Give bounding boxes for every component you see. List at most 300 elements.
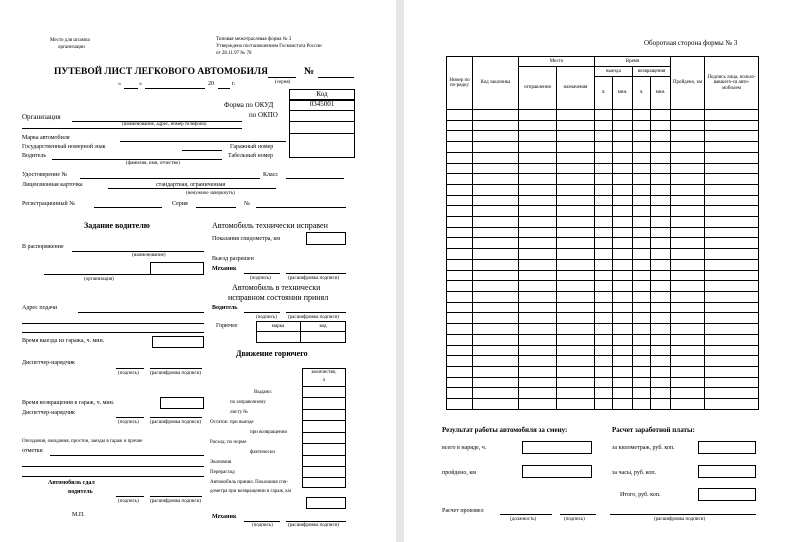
table-cell[interactable] — [557, 120, 595, 131]
table-cell[interactable] — [651, 206, 671, 217]
table-cell[interactable] — [595, 292, 613, 303]
table-cell[interactable] — [595, 163, 613, 174]
table-cell[interactable] — [705, 399, 759, 410]
table-cell[interactable] — [633, 377, 651, 388]
table-cell[interactable] — [473, 302, 519, 313]
table-cell[interactable] — [595, 152, 613, 163]
table-cell[interactable] — [473, 334, 519, 345]
table-cell[interactable] — [595, 227, 613, 238]
table-cell[interactable] — [519, 259, 557, 270]
table-cell[interactable] — [519, 388, 557, 399]
table-cell[interactable] — [671, 334, 705, 345]
table-cell[interactable] — [613, 281, 633, 292]
table-cell[interactable] — [651, 217, 671, 228]
table-cell[interactable] — [613, 292, 633, 303]
table-cell[interactable] — [595, 345, 613, 356]
table-cell[interactable] — [557, 377, 595, 388]
table-cell[interactable] — [473, 399, 519, 410]
table-cell[interactable] — [633, 270, 651, 281]
table-cell[interactable] — [557, 174, 595, 185]
table-cell[interactable] — [447, 313, 473, 324]
table-cell[interactable] — [557, 227, 595, 238]
table-cell[interactable] — [447, 388, 473, 399]
table-cell[interactable] — [633, 206, 651, 217]
speedometer-label: Показания спидометра, км — [212, 236, 281, 242]
table-cell[interactable] — [473, 281, 519, 292]
table-cell[interactable] — [595, 302, 613, 313]
table-row — [447, 142, 759, 153]
table-cell[interactable] — [671, 120, 705, 131]
table-cell[interactable] — [519, 334, 557, 345]
table-cell[interactable] — [671, 281, 705, 292]
table-cell[interactable] — [519, 152, 557, 163]
table-cell[interactable] — [651, 195, 671, 206]
table-cell[interactable] — [671, 399, 705, 410]
table-cell[interactable] — [519, 120, 557, 131]
dispatcher-label-2: Диспетчер-нарядчик — [22, 410, 75, 416]
table-cell[interactable] — [519, 399, 557, 410]
fuel-box[interactable] — [256, 331, 346, 343]
table-cell[interactable] — [705, 120, 759, 131]
table-cell[interactable] — [557, 110, 595, 121]
table-cell[interactable] — [519, 227, 557, 238]
table-cell[interactable] — [613, 388, 633, 399]
table-cell[interactable] — [705, 302, 759, 313]
table-cell[interactable] — [447, 195, 473, 206]
table-cell[interactable] — [595, 366, 613, 377]
table-cell[interactable] — [671, 292, 705, 303]
table-cell[interactable] — [633, 131, 651, 142]
table-cell[interactable] — [671, 131, 705, 142]
table-cell[interactable] — [671, 388, 705, 399]
table-cell[interactable] — [557, 195, 595, 206]
table-cell[interactable] — [519, 302, 557, 313]
table-cell[interactable] — [633, 324, 651, 335]
table-cell[interactable] — [473, 131, 519, 142]
table-cell[interactable] — [473, 292, 519, 303]
table-cell[interactable] — [557, 249, 595, 260]
table-cell[interactable] — [595, 399, 613, 410]
table-cell[interactable] — [705, 270, 759, 281]
table-cell[interactable] — [447, 120, 473, 131]
table-cell[interactable] — [595, 270, 613, 281]
table-cell[interactable] — [613, 110, 633, 121]
table-cell[interactable] — [633, 366, 651, 377]
table-row — [447, 334, 759, 345]
table-cell[interactable] — [613, 131, 633, 142]
table-cell[interactable] — [633, 195, 651, 206]
table-cell[interactable] — [613, 302, 633, 313]
table-cell[interactable] — [651, 281, 671, 292]
table-cell[interactable] — [519, 163, 557, 174]
table-cell[interactable] — [613, 366, 633, 377]
table-cell[interactable] — [519, 292, 557, 303]
table-cell[interactable] — [651, 227, 671, 238]
table-cell[interactable] — [671, 366, 705, 377]
table-cell[interactable] — [557, 366, 595, 377]
table-cell[interactable] — [651, 120, 671, 131]
table-cell[interactable] — [473, 163, 519, 174]
table-cell[interactable] — [671, 206, 705, 217]
table-cell[interactable] — [705, 174, 759, 185]
table-cell[interactable] — [447, 345, 473, 356]
table-cell[interactable] — [671, 377, 705, 388]
table-cell[interactable] — [613, 217, 633, 228]
table-cell[interactable] — [651, 270, 671, 281]
table-cell[interactable] — [519, 142, 557, 153]
table-cell[interactable] — [613, 142, 633, 153]
table-cell[interactable] — [473, 259, 519, 270]
table-cell[interactable] — [447, 259, 473, 270]
table-cell[interactable] — [705, 195, 759, 206]
table-cell[interactable] — [519, 377, 557, 388]
year-suffix: г. — [232, 81, 236, 87]
table-cell[interactable] — [557, 217, 595, 228]
table-cell[interactable] — [447, 206, 473, 217]
table-cell[interactable] — [613, 399, 633, 410]
table-cell[interactable] — [633, 334, 651, 345]
table-cell[interactable] — [633, 152, 651, 163]
table-cell[interactable] — [613, 345, 633, 356]
table-cell[interactable] — [447, 377, 473, 388]
table-cell[interactable] — [613, 206, 633, 217]
table-cell[interactable] — [557, 131, 595, 142]
table-cell[interactable] — [705, 163, 759, 174]
table-cell[interactable] — [447, 152, 473, 163]
table-cell[interactable] — [651, 142, 671, 153]
table-cell[interactable] — [519, 345, 557, 356]
table-cell[interactable] — [633, 356, 651, 367]
table-cell[interactable] — [613, 227, 633, 238]
table-cell[interactable] — [651, 238, 671, 249]
table-cell[interactable] — [633, 313, 651, 324]
table-cell[interactable] — [633, 292, 651, 303]
table-cell[interactable] — [473, 195, 519, 206]
table-cell[interactable] — [671, 249, 705, 260]
per-hours-box[interactable] — [698, 465, 756, 478]
table-cell[interactable] — [595, 249, 613, 260]
table-cell[interactable] — [633, 302, 651, 313]
table-cell[interactable] — [557, 399, 595, 410]
table-cell[interactable] — [671, 238, 705, 249]
table-cell[interactable] — [633, 281, 651, 292]
table-cell[interactable] — [671, 356, 705, 367]
table-cell[interactable] — [633, 249, 651, 260]
table-cell[interactable] — [613, 259, 633, 270]
table-cell[interactable] — [651, 313, 671, 324]
table-cell[interactable] — [671, 324, 705, 335]
table-cell[interactable] — [447, 399, 473, 410]
table-cell[interactable] — [473, 217, 519, 228]
table-cell[interactable] — [557, 345, 595, 356]
table-cell[interactable] — [557, 302, 595, 313]
table-cell[interactable] — [705, 184, 759, 195]
table-cell[interactable] — [705, 206, 759, 217]
table-cell[interactable] — [447, 163, 473, 174]
table-cell[interactable] — [473, 227, 519, 238]
table-cell[interactable] — [595, 259, 613, 270]
table-cell[interactable] — [473, 142, 519, 153]
table-cell[interactable] — [633, 238, 651, 249]
table-cell[interactable] — [613, 377, 633, 388]
table-cell[interactable] — [519, 281, 557, 292]
table-cell[interactable] — [651, 388, 671, 399]
table-cell[interactable] — [557, 142, 595, 153]
table-cell[interactable] — [671, 110, 705, 121]
table-cell[interactable] — [519, 324, 557, 335]
table-cell[interactable] — [633, 345, 651, 356]
table-cell[interactable] — [519, 131, 557, 142]
table-cell[interactable] — [473, 110, 519, 121]
table-cell[interactable] — [473, 324, 519, 335]
table-cell[interactable] — [671, 302, 705, 313]
table-cell[interactable] — [519, 206, 557, 217]
table-cell[interactable] — [519, 249, 557, 260]
table-cell[interactable] — [705, 152, 759, 163]
table-cell[interactable] — [671, 195, 705, 206]
table-cell[interactable] — [447, 174, 473, 185]
col-return: возвращения — [633, 67, 671, 77]
table-cell[interactable] — [595, 281, 613, 292]
table-cell[interactable] — [613, 324, 633, 335]
table-cell[interactable] — [557, 356, 595, 367]
table-cell[interactable] — [651, 110, 671, 121]
table-cell[interactable] — [651, 399, 671, 410]
table-cell[interactable] — [447, 142, 473, 153]
table-cell[interactable] — [473, 388, 519, 399]
return-time-box[interactable] — [160, 397, 204, 409]
table-cell[interactable] — [705, 281, 759, 292]
table-cell[interactable] — [519, 217, 557, 228]
table-cell[interactable] — [519, 195, 557, 206]
table-cell[interactable] — [557, 313, 595, 324]
table-cell[interactable] — [633, 110, 651, 121]
table-cell[interactable] — [595, 238, 613, 249]
table-cell[interactable] — [705, 142, 759, 153]
table-cell[interactable] — [595, 324, 613, 335]
table-cell[interactable] — [633, 259, 651, 270]
table-cell[interactable] — [671, 270, 705, 281]
table-cell[interactable] — [705, 345, 759, 356]
table-cell[interactable] — [473, 270, 519, 281]
table-cell[interactable] — [633, 388, 651, 399]
table-cell[interactable] — [447, 227, 473, 238]
table-cell[interactable] — [633, 163, 651, 174]
table-cell[interactable] — [705, 217, 759, 228]
table-cell[interactable] — [473, 249, 519, 260]
table-cell[interactable] — [613, 238, 633, 249]
table-cell[interactable] — [651, 292, 671, 303]
table-cell[interactable] — [671, 152, 705, 163]
table-cell[interactable] — [705, 110, 759, 121]
table-cell[interactable] — [705, 227, 759, 238]
table-cell[interactable] — [705, 313, 759, 324]
total-hours-box[interactable] — [522, 441, 592, 454]
table-cell[interactable] — [519, 174, 557, 185]
table-cell[interactable] — [519, 270, 557, 281]
table-cell[interactable] — [595, 184, 613, 195]
table-cell[interactable] — [595, 142, 613, 153]
table-cell[interactable] — [595, 174, 613, 185]
passed-km-box[interactable] — [522, 465, 592, 478]
table-cell[interactable] — [447, 292, 473, 303]
table-cell[interactable] — [613, 152, 633, 163]
table-cell[interactable] — [595, 195, 613, 206]
table-cell[interactable] — [651, 249, 671, 260]
table-cell[interactable] — [557, 259, 595, 270]
table-cell[interactable] — [705, 377, 759, 388]
table-cell[interactable] — [595, 334, 613, 345]
table-cell[interactable] — [447, 281, 473, 292]
table-cell[interactable] — [595, 388, 613, 399]
table-cell[interactable] — [651, 356, 671, 367]
table-cell[interactable] — [633, 227, 651, 238]
table-cell[interactable] — [651, 334, 671, 345]
table-cell[interactable] — [557, 163, 595, 174]
table-cell[interactable] — [447, 324, 473, 335]
table-cell[interactable] — [613, 334, 633, 345]
table-cell[interactable] — [447, 302, 473, 313]
table-cell[interactable] — [557, 184, 595, 195]
table-cell[interactable] — [651, 366, 671, 377]
table-cell[interactable] — [447, 334, 473, 345]
table-cell[interactable] — [473, 356, 519, 367]
table-cell[interactable] — [473, 377, 519, 388]
table-cell[interactable] — [705, 324, 759, 335]
table-cell[interactable] — [705, 334, 759, 345]
departure-time-box[interactable] — [152, 336, 204, 348]
table-cell[interactable] — [705, 292, 759, 303]
speedometer-box[interactable] — [306, 232, 346, 245]
table-cell[interactable] — [651, 184, 671, 195]
table-cell[interactable] — [633, 399, 651, 410]
table-cell[interactable] — [705, 238, 759, 249]
table-cell[interactable] — [671, 217, 705, 228]
table-cell[interactable] — [705, 131, 759, 142]
table-cell[interactable] — [651, 259, 671, 270]
table-cell[interactable] — [651, 174, 671, 185]
table-cell[interactable] — [447, 270, 473, 281]
table-cell[interactable] — [447, 110, 473, 121]
table-cell[interactable] — [613, 195, 633, 206]
table-cell[interactable] — [595, 120, 613, 131]
table-row — [447, 227, 759, 238]
table-cell[interactable] — [557, 270, 595, 281]
table-cell[interactable] — [671, 163, 705, 174]
table-cell[interactable] — [705, 388, 759, 399]
table-cell[interactable] — [651, 131, 671, 142]
table-cell[interactable] — [671, 313, 705, 324]
table-cell[interactable] — [671, 174, 705, 185]
table-cell[interactable] — [651, 302, 671, 313]
table-cell[interactable] — [595, 313, 613, 324]
table-cell[interactable] — [473, 174, 519, 185]
table-cell[interactable] — [613, 163, 633, 174]
table-cell[interactable] — [557, 238, 595, 249]
table-cell[interactable] — [557, 152, 595, 163]
table-cell[interactable] — [557, 281, 595, 292]
table-cell[interactable] — [447, 184, 473, 195]
table-cell[interactable] — [447, 356, 473, 367]
table-cell[interactable] — [473, 152, 519, 163]
table-cell[interactable] — [595, 217, 613, 228]
total-rub-box[interactable] — [698, 488, 756, 501]
table-cell[interactable] — [519, 184, 557, 195]
table-cell[interactable] — [651, 345, 671, 356]
table-cell[interactable] — [613, 313, 633, 324]
table-cell[interactable] — [557, 292, 595, 303]
table-cell[interactable] — [595, 206, 613, 217]
table-cell[interactable] — [473, 238, 519, 249]
table-cell[interactable] — [447, 366, 473, 377]
table-cell[interactable] — [613, 120, 633, 131]
table-cell[interactable] — [651, 377, 671, 388]
table-cell[interactable] — [473, 184, 519, 195]
table-cell[interactable] — [705, 249, 759, 260]
table-cell[interactable] — [557, 388, 595, 399]
table-cell[interactable] — [633, 142, 651, 153]
table-cell[interactable] — [447, 131, 473, 142]
table-cell[interactable] — [447, 217, 473, 228]
table-cell[interactable] — [633, 184, 651, 195]
table-cell[interactable] — [633, 217, 651, 228]
table-cell[interactable] — [671, 345, 705, 356]
table-cell[interactable] — [613, 174, 633, 185]
table-cell[interactable] — [613, 184, 633, 195]
table-cell[interactable] — [613, 356, 633, 367]
table-cell[interactable] — [633, 174, 651, 185]
fuel-qty-box[interactable] — [302, 386, 346, 488]
table-cell[interactable] — [473, 206, 519, 217]
table-cell[interactable] — [473, 313, 519, 324]
table-cell[interactable] — [671, 227, 705, 238]
table-cell[interactable] — [595, 131, 613, 142]
table-cell[interactable] — [447, 249, 473, 260]
table-cell[interactable] — [651, 163, 671, 174]
table-cell[interactable] — [651, 152, 671, 163]
table-cell[interactable] — [671, 184, 705, 195]
task-title: Задание водителю — [84, 221, 150, 230]
table-cell[interactable] — [613, 249, 633, 260]
table-cell[interactable] — [473, 345, 519, 356]
table-cell[interactable] — [671, 259, 705, 270]
table-cell[interactable] — [557, 324, 595, 335]
table-cell[interactable] — [613, 270, 633, 281]
table-cell[interactable] — [473, 120, 519, 131]
table-cell[interactable] — [519, 356, 557, 367]
table-cell[interactable] — [519, 313, 557, 324]
table-cell[interactable] — [473, 366, 519, 377]
table-cell[interactable] — [595, 377, 613, 388]
table-cell[interactable] — [705, 356, 759, 367]
table-cell[interactable] — [595, 110, 613, 121]
table-cell[interactable] — [633, 120, 651, 131]
per-km-box[interactable] — [698, 441, 756, 454]
table-cell[interactable] — [519, 238, 557, 249]
table-cell[interactable] — [557, 334, 595, 345]
table-cell[interactable] — [705, 366, 759, 377]
table-cell[interactable] — [519, 110, 557, 121]
table-cell[interactable] — [705, 259, 759, 270]
table-cell[interactable] — [447, 238, 473, 249]
table-cell[interactable] — [651, 324, 671, 335]
table-cell[interactable] — [557, 206, 595, 217]
table-cell[interactable] — [595, 356, 613, 367]
table-cell[interactable] — [519, 366, 557, 377]
table-cell[interactable] — [671, 142, 705, 153]
return-speedometer-box[interactable] — [306, 497, 346, 509]
disposal-code-box[interactable] — [150, 262, 204, 275]
